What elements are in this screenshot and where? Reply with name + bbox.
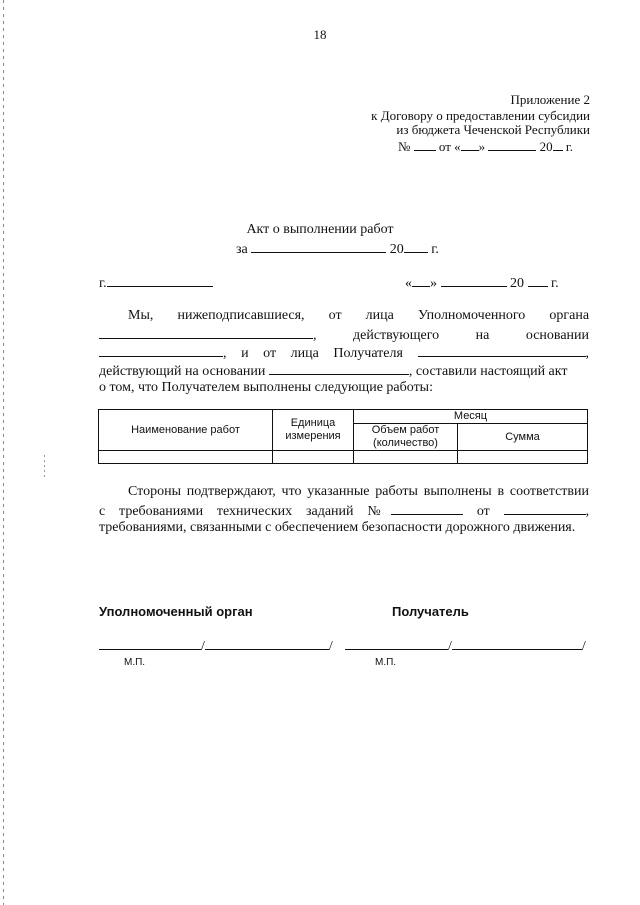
table-cell (273, 451, 354, 464)
p1-word: и (241, 346, 249, 361)
ref-quote: » (478, 139, 486, 154)
ref-day-blank (461, 138, 479, 151)
p2-word: требованиями (119, 504, 204, 519)
act-title: Акт о выполнении работ (246, 222, 394, 237)
p2-word: с (99, 504, 106, 519)
table-cell (99, 451, 273, 464)
ref-from: от « (438, 139, 461, 154)
authority-blank (99, 326, 313, 339)
left-signature-blank (99, 637, 201, 650)
right-name-blank (452, 637, 582, 650)
appendix-title: Приложение 2 (510, 92, 590, 107)
p1-word: Мы, (128, 308, 154, 323)
col-sum-header: Сумма (458, 424, 588, 451)
scan-mark (44, 455, 45, 477)
act-period (236, 240, 439, 258)
p1-word: основании (525, 328, 590, 343)
p2-word: технических (216, 504, 293, 519)
ref-month-blank (488, 138, 536, 151)
period-year: 20 (389, 242, 404, 257)
ref-year: 20 (539, 139, 553, 154)
p1-word: нижеподписавшиеся, (177, 308, 305, 323)
date-close-quote: » (430, 276, 437, 291)
stamp-right: М.П. (375, 657, 397, 668)
signature-right-line (345, 637, 586, 655)
p1-text: действующий на основании (99, 364, 266, 379)
p1-line2 (99, 326, 589, 344)
p1-word: , (223, 346, 227, 361)
task-date-blank (504, 502, 586, 515)
task-number-blank (391, 502, 463, 515)
p1-line1 (128, 308, 589, 326)
period-za: за (236, 242, 248, 257)
slash: / (201, 639, 205, 654)
place (99, 274, 213, 292)
left-name-blank (205, 637, 329, 650)
slash: / (448, 639, 452, 654)
p1-line3 (99, 344, 589, 362)
date-open-quote: « (405, 276, 412, 291)
p1-word: на (475, 328, 490, 343)
period-year-blank (404, 240, 428, 253)
works-table (98, 409, 588, 464)
ref-year-blank (553, 138, 563, 151)
right-signature-blank (345, 637, 448, 650)
scan-edge (3, 0, 4, 905)
p1-word: лица (290, 346, 319, 361)
date-month-blank (441, 274, 507, 287)
recipient-blank (418, 344, 586, 357)
slash: / (328, 639, 333, 654)
signature-right-title: Получатель (392, 604, 469, 619)
p1-word: от (328, 308, 342, 323)
p1-word: от (263, 346, 277, 361)
p2-word: , (585, 504, 590, 519)
table-cell (354, 451, 458, 464)
p1-word: , (313, 328, 317, 343)
col-month-header: Месяц (354, 410, 588, 424)
p2-word: заданий (305, 504, 354, 519)
appendix-line1: к Договору о предоставлении субсидии (371, 108, 590, 123)
ref-no: № (398, 139, 411, 154)
stamp-left: М.П. (124, 657, 146, 668)
paragraph-1 (99, 308, 589, 398)
recipient-basis-blank (269, 362, 409, 375)
appendix-line2: из бюджета Чеченской Республики (396, 122, 590, 137)
date (405, 274, 559, 292)
date-day-blank (412, 274, 430, 287)
date-year-blank (528, 274, 548, 287)
city-label: г. (99, 276, 107, 291)
table-cell (458, 451, 588, 464)
ref-g: г. (565, 139, 574, 154)
p1-line4 (99, 362, 589, 380)
slash: / (581, 639, 586, 654)
p2-word: от (476, 504, 490, 519)
p2-word: № (367, 504, 391, 519)
date-g: г. (551, 276, 559, 291)
p1-word: Уполномоченного (417, 308, 526, 323)
p1-word: лица (365, 308, 394, 323)
col-unit-header: Единица измерения (273, 410, 354, 451)
p1-word: Получателя (333, 346, 403, 361)
p2-line2 (99, 502, 589, 520)
table-row (99, 451, 588, 464)
p1-text: , составили настоящий акт (408, 364, 568, 379)
p2-line1: Стороны подтверждают, что указанные работы выполнены в соответствии (128, 484, 589, 499)
ref-no-blank (414, 138, 436, 151)
signature-left-line (99, 637, 333, 655)
period-blank (251, 240, 386, 253)
signature-left-title: Уполномоченный орган (99, 604, 253, 619)
p1-line5: о том, что Получателем выполнены следующие работы: (99, 380, 433, 395)
basis-blank (99, 344, 223, 357)
date-year: 20 (510, 276, 524, 291)
city-blank (107, 274, 213, 287)
col-volume-header: Объем работ (количество) (354, 424, 458, 451)
period-g: г. (431, 242, 439, 257)
paragraph-2 (99, 484, 589, 538)
p1-word: действующего (353, 328, 440, 343)
p2-line3: требованиями, связанными с обеспечением безопасности дорожного движения. (99, 520, 576, 535)
p1-word: органа (549, 308, 590, 323)
p1-word: , (585, 346, 589, 361)
col-name-header: Наименование работ (99, 410, 273, 451)
page-number: 18 (313, 27, 327, 42)
